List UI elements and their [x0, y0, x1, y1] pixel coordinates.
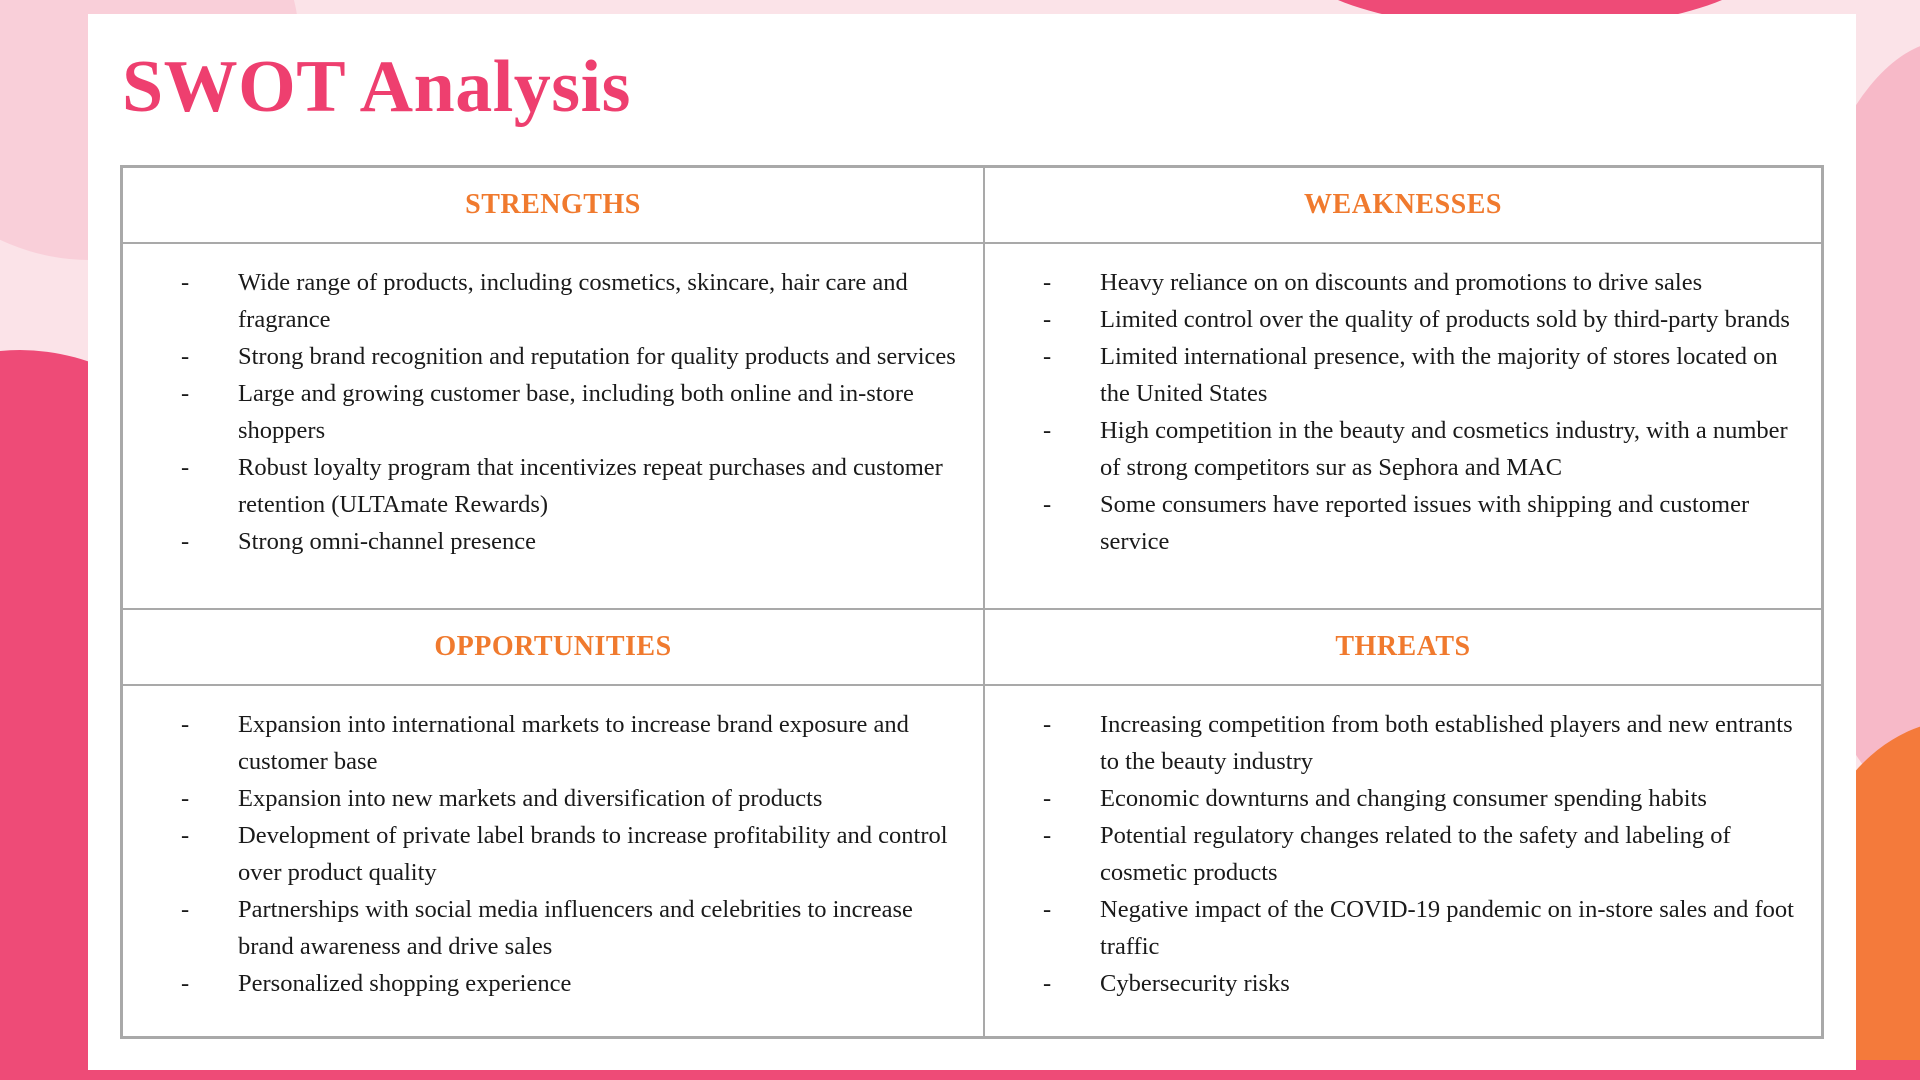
- list-item-text: Increasing competition from both established players and new entrants to the beauty industry: [1100, 711, 1793, 775]
- list-item-text: Expansion into international markets to increase brand exposure and customer base: [238, 711, 909, 775]
- strengths-header: [123, 168, 985, 244]
- opportunities-heading: OPPORTUNITIES: [434, 631, 672, 662]
- list-item-text: Potential regulatory changes related to the safety and labeling of cosmetic products: [1100, 822, 1731, 886]
- list-item: [985, 412, 1821, 486]
- dash-bullet: -: [1043, 269, 1052, 296]
- strengths-list: [123, 264, 983, 560]
- opportunities-list: [123, 706, 983, 1002]
- dash-bullet: -: [181, 785, 190, 812]
- weaknesses-heading: WEAKNESSES: [1304, 189, 1502, 220]
- dash-bullet: -: [181, 380, 190, 407]
- dash-bullet: -: [1043, 306, 1052, 333]
- dash-bullet: -: [1043, 785, 1052, 812]
- list-item-text: Some consumers have reported issues with shipping and customer service: [1100, 491, 1750, 555]
- list-item: [123, 965, 983, 1002]
- list-item-text: Strong omni-channel presence: [238, 528, 536, 555]
- threats-header: [985, 610, 1821, 686]
- list-item-text: Limited control over the quality of products sold by third-party brands: [1100, 306, 1790, 333]
- strengths-heading: STRENGTHS: [465, 189, 641, 220]
- list-item: [123, 891, 983, 965]
- list-item-text: Heavy reliance on on discounts and promotions to drive sales: [1100, 269, 1703, 296]
- weaknesses-list: [985, 264, 1821, 560]
- list-item-text: Large and growing customer base, including both online and in-store shoppers: [238, 380, 914, 444]
- opportunities-cell: [123, 686, 985, 1036]
- swot-table: [120, 165, 1824, 1039]
- dash-bullet: -: [181, 896, 190, 923]
- list-item-text: Personalized shopping experience: [238, 970, 572, 997]
- list-item: [123, 264, 983, 338]
- list-item: [123, 780, 983, 817]
- list-item: [985, 780, 1821, 817]
- dash-bullet: -: [181, 528, 190, 555]
- list-item: [985, 338, 1821, 412]
- threats-heading: THREATS: [1335, 631, 1471, 662]
- dash-bullet: -: [1043, 822, 1052, 849]
- list-item-text: Robust loyalty program that incentivizes repeat purchases and customer retention (ULTAmate Rewards): [238, 454, 943, 518]
- slide: [88, 14, 1856, 1070]
- dash-bullet: -: [181, 343, 190, 370]
- list-item-text: Strong brand recognition and reputation for quality products and services: [238, 343, 956, 370]
- dash-bullet: -: [181, 711, 190, 738]
- dash-bullet: -: [181, 269, 190, 296]
- weaknesses-cell: [985, 244, 1821, 610]
- dash-bullet: -: [181, 822, 190, 849]
- list-item: [123, 523, 983, 560]
- dash-bullet: -: [181, 970, 190, 997]
- list-item-text: High competition in the beauty and cosmetics industry, with a number of strong competitors sur as Sephora and MAC: [1100, 417, 1788, 481]
- list-item-text: Limited international presence, with the majority of stores located on the United States: [1100, 343, 1778, 407]
- opportunities-header: [123, 610, 985, 686]
- list-item: [985, 817, 1821, 891]
- page-title: SWOT Analysis: [122, 46, 631, 128]
- dash-bullet: -: [1043, 343, 1052, 370]
- dash-bullet: -: [1043, 896, 1052, 923]
- list-item: [123, 375, 983, 449]
- dash-bullet: -: [1043, 491, 1052, 518]
- list-item: [985, 706, 1821, 780]
- list-item: [985, 965, 1821, 1002]
- list-item: [985, 486, 1821, 560]
- list-item: [123, 338, 983, 375]
- list-item-text: Negative impact of the COVID-19 pandemic on in-store sales and foot traffic: [1100, 896, 1794, 960]
- list-item: [985, 891, 1821, 965]
- list-item-text: Cybersecurity risks: [1100, 970, 1290, 997]
- list-item-text: Development of private label brands to increase profitability and control over product quality: [238, 822, 948, 886]
- weaknesses-header: [985, 168, 1821, 244]
- list-item-text: Economic downturns and changing consumer spending habits: [1100, 785, 1707, 812]
- list-item-text: Partnerships with social media influencers and celebrities to increase brand awareness and drive sales: [238, 896, 913, 960]
- strengths-cell: [123, 244, 985, 610]
- list-item-text: Wide range of products, including cosmetics, skincare, hair care and fragrance: [238, 269, 908, 333]
- dash-bullet: -: [1043, 711, 1052, 738]
- dash-bullet: -: [1043, 417, 1052, 444]
- list-item: [123, 817, 983, 891]
- dash-bullet: -: [1043, 970, 1052, 997]
- threats-cell: [985, 686, 1821, 1036]
- list-item: [123, 706, 983, 780]
- threats-list: [985, 706, 1821, 1002]
- list-item-text: Expansion into new markets and diversification of products: [238, 785, 823, 812]
- list-item: [985, 301, 1821, 338]
- list-item: [123, 449, 983, 523]
- list-item: [985, 264, 1821, 301]
- dash-bullet: -: [181, 454, 190, 481]
